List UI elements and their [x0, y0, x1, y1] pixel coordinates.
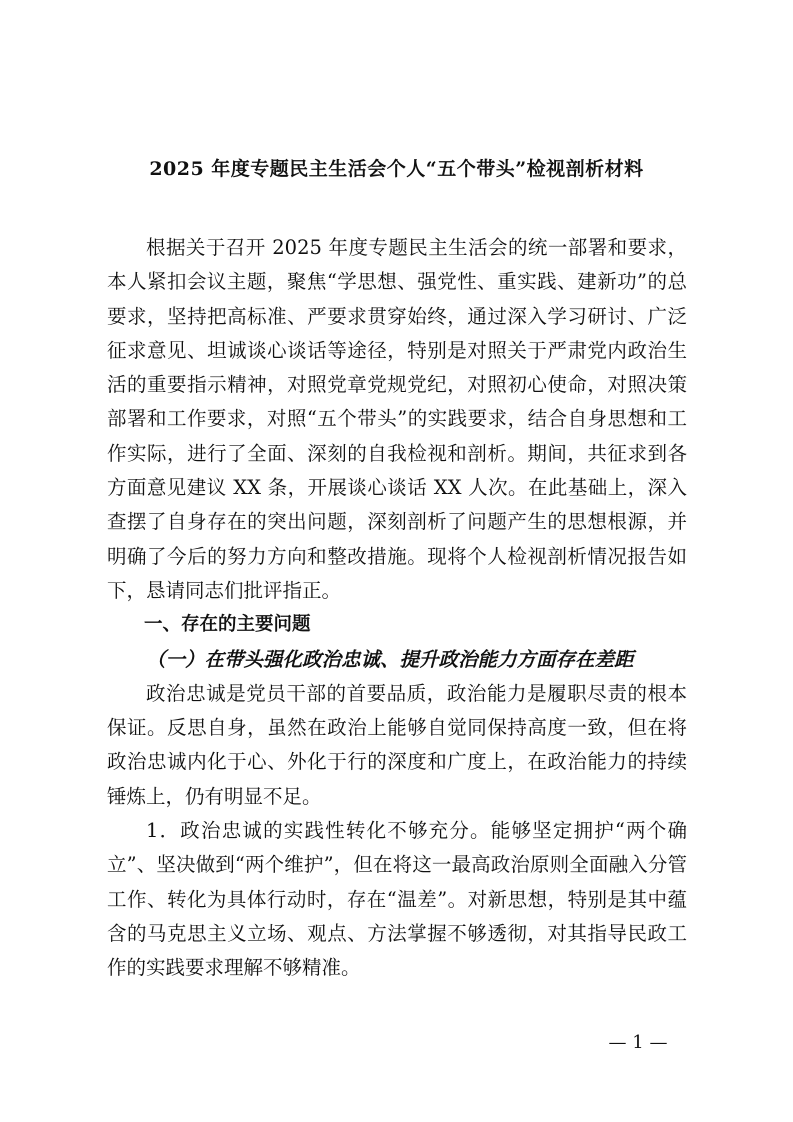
document-title: 2025 年度专题民主生活会个人“五个带头”检视剖析材料: [149, 158, 644, 180]
item-paragraph: 1．政治忠诚的实践性转化不够充分。能够坚定拥护“两个确立”、坚决做到“两个维护”，但在将这一最高政治原则全面融入分管工作、转化为具体行动时，存在“温差”。对新思想，特别是其中蕴含的马克思主义立场、观点、方法掌握不够透彻，对其指导民政工作的实践要求理解不够精准。: [107, 819, 687, 980]
section-heading: 一、存在的主要问题: [144, 614, 311, 636]
subsection-heading: （一）在带头强化政治忠诚、提升政治能力方面存在差距: [146, 647, 634, 671]
page-number: — 1 —: [608, 1032, 668, 1053]
document-body: [107, 231, 687, 986]
intro-paragraph: 根据关于召开 2025 年度专题民主生活会的统一部署和要求，本人紧扣会议主题，聚焦“学思想、强党性、重实践、建新功”的总要求，坚持把高标准、严要求贯穿始终，通过深入学习研讨、广泛征求意见、坦诚谈心谈话等途径，特别是对照关于严肃党内政治生活的重要指示精神，对照党章党规党纪，对照初心使命，对照决策部署和工作要求，对照“五个带头”的实践要求，结合自身思想和工作实际，进行了全面、深刻的自我检视和剖析。期间，共征求到各方面意见建议 XX 条，开展谈心谈话 XX 人次。在此基础上，深入查摆了自身存在的突出问题，深刻剖析了问题产生的思想根源，并明确了今后的努力方向和整改措施。现将个人检视剖析情况报告如下，恳请同志们批评指正。: [107, 236, 687, 602]
subsection-paragraph: 政治忠诚是党员干部的首要品质，政治能力是履职尽责的根本保证。反思自身，虽然在政治上能够自觉同保持高度一致，但在将政治忠诚内化于心、外化于行的深度和广度上，在政治能力的持续锤炼上，仍有明显不足。: [107, 681, 687, 808]
